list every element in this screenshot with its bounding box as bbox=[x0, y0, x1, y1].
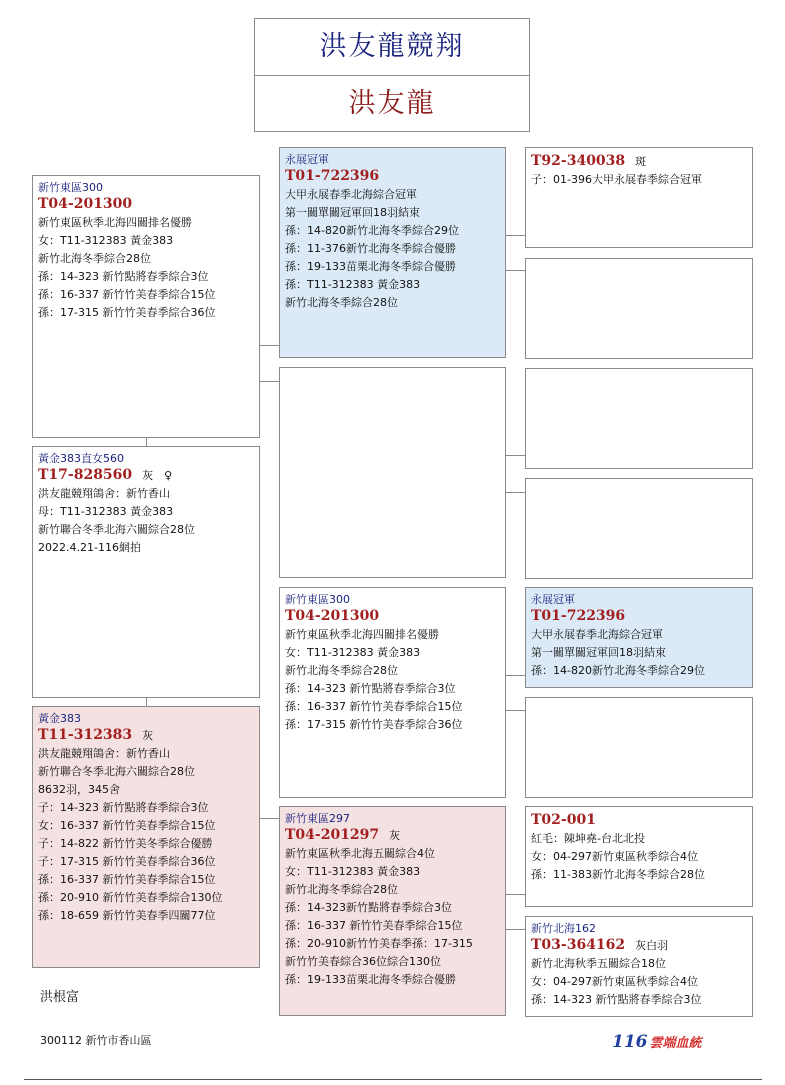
achievement-line: 孫：19-133苗栗北海冬季綜合優勝 bbox=[285, 260, 456, 273]
achievement-line: 新竹東區秋季北海五關綜合4位 bbox=[285, 847, 435, 860]
pigeon-header: 新竹北海162 bbox=[531, 922, 596, 935]
achievement-line: 新竹北海冬季綜合28位 bbox=[38, 252, 151, 265]
achievement-line: 洪友龍競翔鴿舍：新竹香山 bbox=[38, 487, 170, 500]
achievement-line: 新竹聯合冬季北海六關綜合28位 bbox=[38, 765, 195, 778]
achievement-line: 新竹東區秋季北海四關排名優勝 bbox=[38, 216, 192, 229]
achievement-line: 孫：14-820新竹北海冬季綜合29位 bbox=[285, 224, 459, 237]
pedigree-box-sd bbox=[279, 367, 506, 578]
pigeon-header: 新竹東區297 bbox=[285, 812, 350, 825]
pedigree-box-dsd bbox=[525, 697, 753, 798]
achievement-line: 孫：17-315 新竹竹美春季綜合36位 bbox=[38, 306, 216, 319]
achievement-line: 女：16-337 新竹竹美春季綜合15位 bbox=[38, 819, 216, 832]
achievement-line: 孫：16-337 新竹竹美春季綜合15位 bbox=[285, 700, 463, 713]
achievement-line: 孫：20-910 新竹竹美春季綜合130位 bbox=[38, 891, 223, 904]
owner-name: 洪友龍 bbox=[348, 88, 436, 119]
achievement-line: 孫：14-323 新竹點將春季綜合3位 bbox=[531, 993, 702, 1006]
achievement-line: 女：T11-312383 黃金383 bbox=[285, 865, 421, 878]
connector bbox=[260, 345, 279, 346]
pedigree-box-dds bbox=[525, 806, 753, 907]
pedigree-box-sdd bbox=[525, 478, 753, 579]
ring-number-text: T04-201297 bbox=[285, 827, 380, 843]
achievement-line: 孫：11-376新竹北海冬季綜合優勝 bbox=[285, 242, 456, 255]
ring-number-text: T02-001 bbox=[531, 812, 596, 828]
ring-number bbox=[285, 607, 500, 626]
connector bbox=[506, 929, 525, 930]
achievement-line: 紅毛：陳坤堯-台北北投 bbox=[531, 832, 645, 845]
achievement-line: 新竹北海冬季綜合28位 bbox=[285, 883, 398, 896]
ring-number bbox=[531, 936, 747, 955]
pigeon-header: 新竹東區300 bbox=[38, 181, 103, 194]
achievement-line: 新竹北海冬季綜合28位 bbox=[285, 664, 398, 677]
achievement-line: 孫：16-337 新竹竹美春季綜合15位 bbox=[38, 873, 216, 886]
feather-color: 灰 bbox=[142, 729, 154, 742]
achievement-line: 孫：18-659 新竹竹美春季四關77位 bbox=[38, 909, 216, 922]
address: 300112 新竹市香山區 bbox=[40, 1034, 152, 1047]
ring-number bbox=[38, 195, 254, 214]
ring-number-text: T11-312383 bbox=[38, 727, 133, 743]
pigeon-header: 新竹東區300 bbox=[285, 593, 350, 606]
achievement-line: 孫：17-315 新竹竹美春季綜合36位 bbox=[285, 718, 463, 731]
logo-number: 116 bbox=[612, 1032, 648, 1052]
connector bbox=[506, 492, 525, 493]
pigeon-header: 黃金383 bbox=[38, 712, 81, 725]
achievement-line: 母：T11-312383 黃金383 bbox=[38, 505, 174, 518]
ring-number bbox=[531, 811, 747, 830]
connector bbox=[260, 381, 279, 382]
feather-color: 灰白羽 bbox=[635, 939, 669, 952]
pedigree-box-ds bbox=[279, 587, 506, 798]
ring-number bbox=[38, 466, 254, 485]
connector bbox=[506, 675, 525, 676]
achievement-line: 第一關單關冠軍回18羽結束 bbox=[531, 646, 666, 659]
achievement-line: 孫：14-323 新竹點將春季綜合3位 bbox=[38, 270, 209, 283]
connector bbox=[146, 438, 147, 446]
pigeon-header: 永展冠軍 bbox=[285, 153, 329, 166]
connector bbox=[506, 235, 525, 236]
pedigree-box-subject bbox=[32, 446, 260, 698]
pedigree-box-dd bbox=[279, 806, 506, 1016]
achievement-line: 2022.4.21-116網拍 bbox=[38, 541, 141, 554]
achievement-line: 新竹竹美春綜合36位綜合130位 bbox=[285, 955, 441, 968]
achievement-line: 第一關單關冠軍回18羽結束 bbox=[285, 206, 420, 219]
pedigree-box-ssd bbox=[525, 258, 753, 359]
ring-number bbox=[285, 826, 500, 845]
pedigree-box-dss bbox=[525, 587, 753, 688]
achievement-line: 子：17-315 新竹竹美春季綜合36位 bbox=[38, 855, 216, 868]
pedigree-box-ss bbox=[279, 147, 506, 358]
ring-number-text: T01-722396 bbox=[531, 608, 626, 624]
feather-color: 灰 ♀ bbox=[142, 469, 173, 482]
achievement-line: 孫：16-337 新竹竹美春季綜合15位 bbox=[285, 919, 463, 932]
connector bbox=[506, 710, 525, 711]
connector bbox=[506, 894, 525, 895]
achievement-line: 孫：14-323 新竹點將春季綜合3位 bbox=[285, 682, 456, 695]
ring-number-text: T92-340038 bbox=[531, 153, 626, 169]
ring-number-text: T01-722396 bbox=[285, 168, 380, 184]
achievement-line: 大甲永展春季北海綜合冠軍 bbox=[285, 188, 417, 201]
connector bbox=[506, 270, 525, 271]
achievement-line: 孫：11-383新竹北海冬季綜合28位 bbox=[531, 868, 705, 881]
ring-number-text: T17-828560 bbox=[38, 467, 133, 483]
logo-text: 雲端血統 bbox=[649, 1036, 702, 1051]
achievement-line: 孫：19-133苗栗北海冬季綜合優勝 bbox=[285, 973, 456, 986]
achievement-line: 女：T11-312383 黃金383 bbox=[285, 646, 421, 659]
owner-signature: 洪根富 bbox=[40, 990, 80, 1005]
feather-color: 灰 bbox=[389, 829, 401, 842]
pedigree-box-sire bbox=[32, 175, 260, 438]
ring-number bbox=[285, 167, 500, 186]
pedigree-box-dam bbox=[32, 706, 260, 968]
achievement-line: 孫：16-337 新竹竹美春季綜合15位 bbox=[38, 288, 216, 301]
achievement-line: 女：04-297新竹東區秋季綜合4位 bbox=[531, 850, 698, 863]
ring-number bbox=[38, 726, 254, 745]
achievement-line: 孫：14-820新竹北海冬季綜合29位 bbox=[531, 664, 705, 677]
ring-number bbox=[531, 152, 747, 171]
achievement-line: 新竹東區秋季北海四關排名優勝 bbox=[285, 628, 439, 641]
achievement-line: 女：04-297新竹東區秋季綜合4位 bbox=[531, 975, 698, 988]
ring-number-text: T04-201300 bbox=[285, 608, 380, 624]
ring-number bbox=[531, 607, 747, 626]
achievement-line: 子：14-323 新竹點將春季綜合3位 bbox=[38, 801, 209, 814]
achievement-line: 孫：20-910新竹竹美春季孫：17-315 bbox=[285, 937, 473, 950]
title-box bbox=[254, 18, 530, 132]
feather-color: 斑 bbox=[635, 155, 647, 168]
achievement-line: 大甲永展春季北海綜合冠軍 bbox=[531, 628, 663, 641]
achievement-line: 子：14-822 新竹竹美冬季綜合優勝 bbox=[38, 837, 213, 850]
pedigree-box-sds bbox=[525, 368, 753, 469]
pigeon-header: 黃金383直女560 bbox=[38, 452, 124, 465]
achievement-line: 新竹北海秋季五關綜合18位 bbox=[531, 957, 666, 970]
achievement-line: 孫：T11-312383 黃金383 bbox=[285, 278, 421, 291]
achievement-line: 洪友龍競翔鴿舍：新竹香山 bbox=[38, 747, 170, 760]
connector bbox=[146, 698, 147, 706]
achievement-line: 孫：14-323新竹點將春季綜合3位 bbox=[285, 901, 452, 914]
brand-logo bbox=[612, 1032, 702, 1052]
achievement-line: 新竹聯合冬季北海六關綜合28位 bbox=[38, 523, 195, 536]
connector bbox=[506, 455, 525, 456]
ring-number-text: T03-364162 bbox=[531, 937, 626, 953]
ring-number-text: T04-201300 bbox=[38, 196, 133, 212]
achievement-line: 子：01-396大甲永展春季綜合冠軍 bbox=[531, 173, 702, 186]
achievement-line: 女：T11-312383 黃金383 bbox=[38, 234, 174, 247]
achievement-line: 新竹北海冬季綜合28位 bbox=[285, 296, 398, 309]
achievement-line: 8632羽，345舍 bbox=[38, 783, 120, 796]
pigeon-header: 永展冠軍 bbox=[531, 593, 575, 606]
loft-title: 洪友龍競翔 bbox=[255, 19, 529, 76]
divider bbox=[24, 1079, 762, 1080]
connector bbox=[260, 818, 279, 819]
pedigree-box-sss bbox=[525, 147, 753, 248]
pedigree-box-ddd bbox=[525, 916, 753, 1017]
